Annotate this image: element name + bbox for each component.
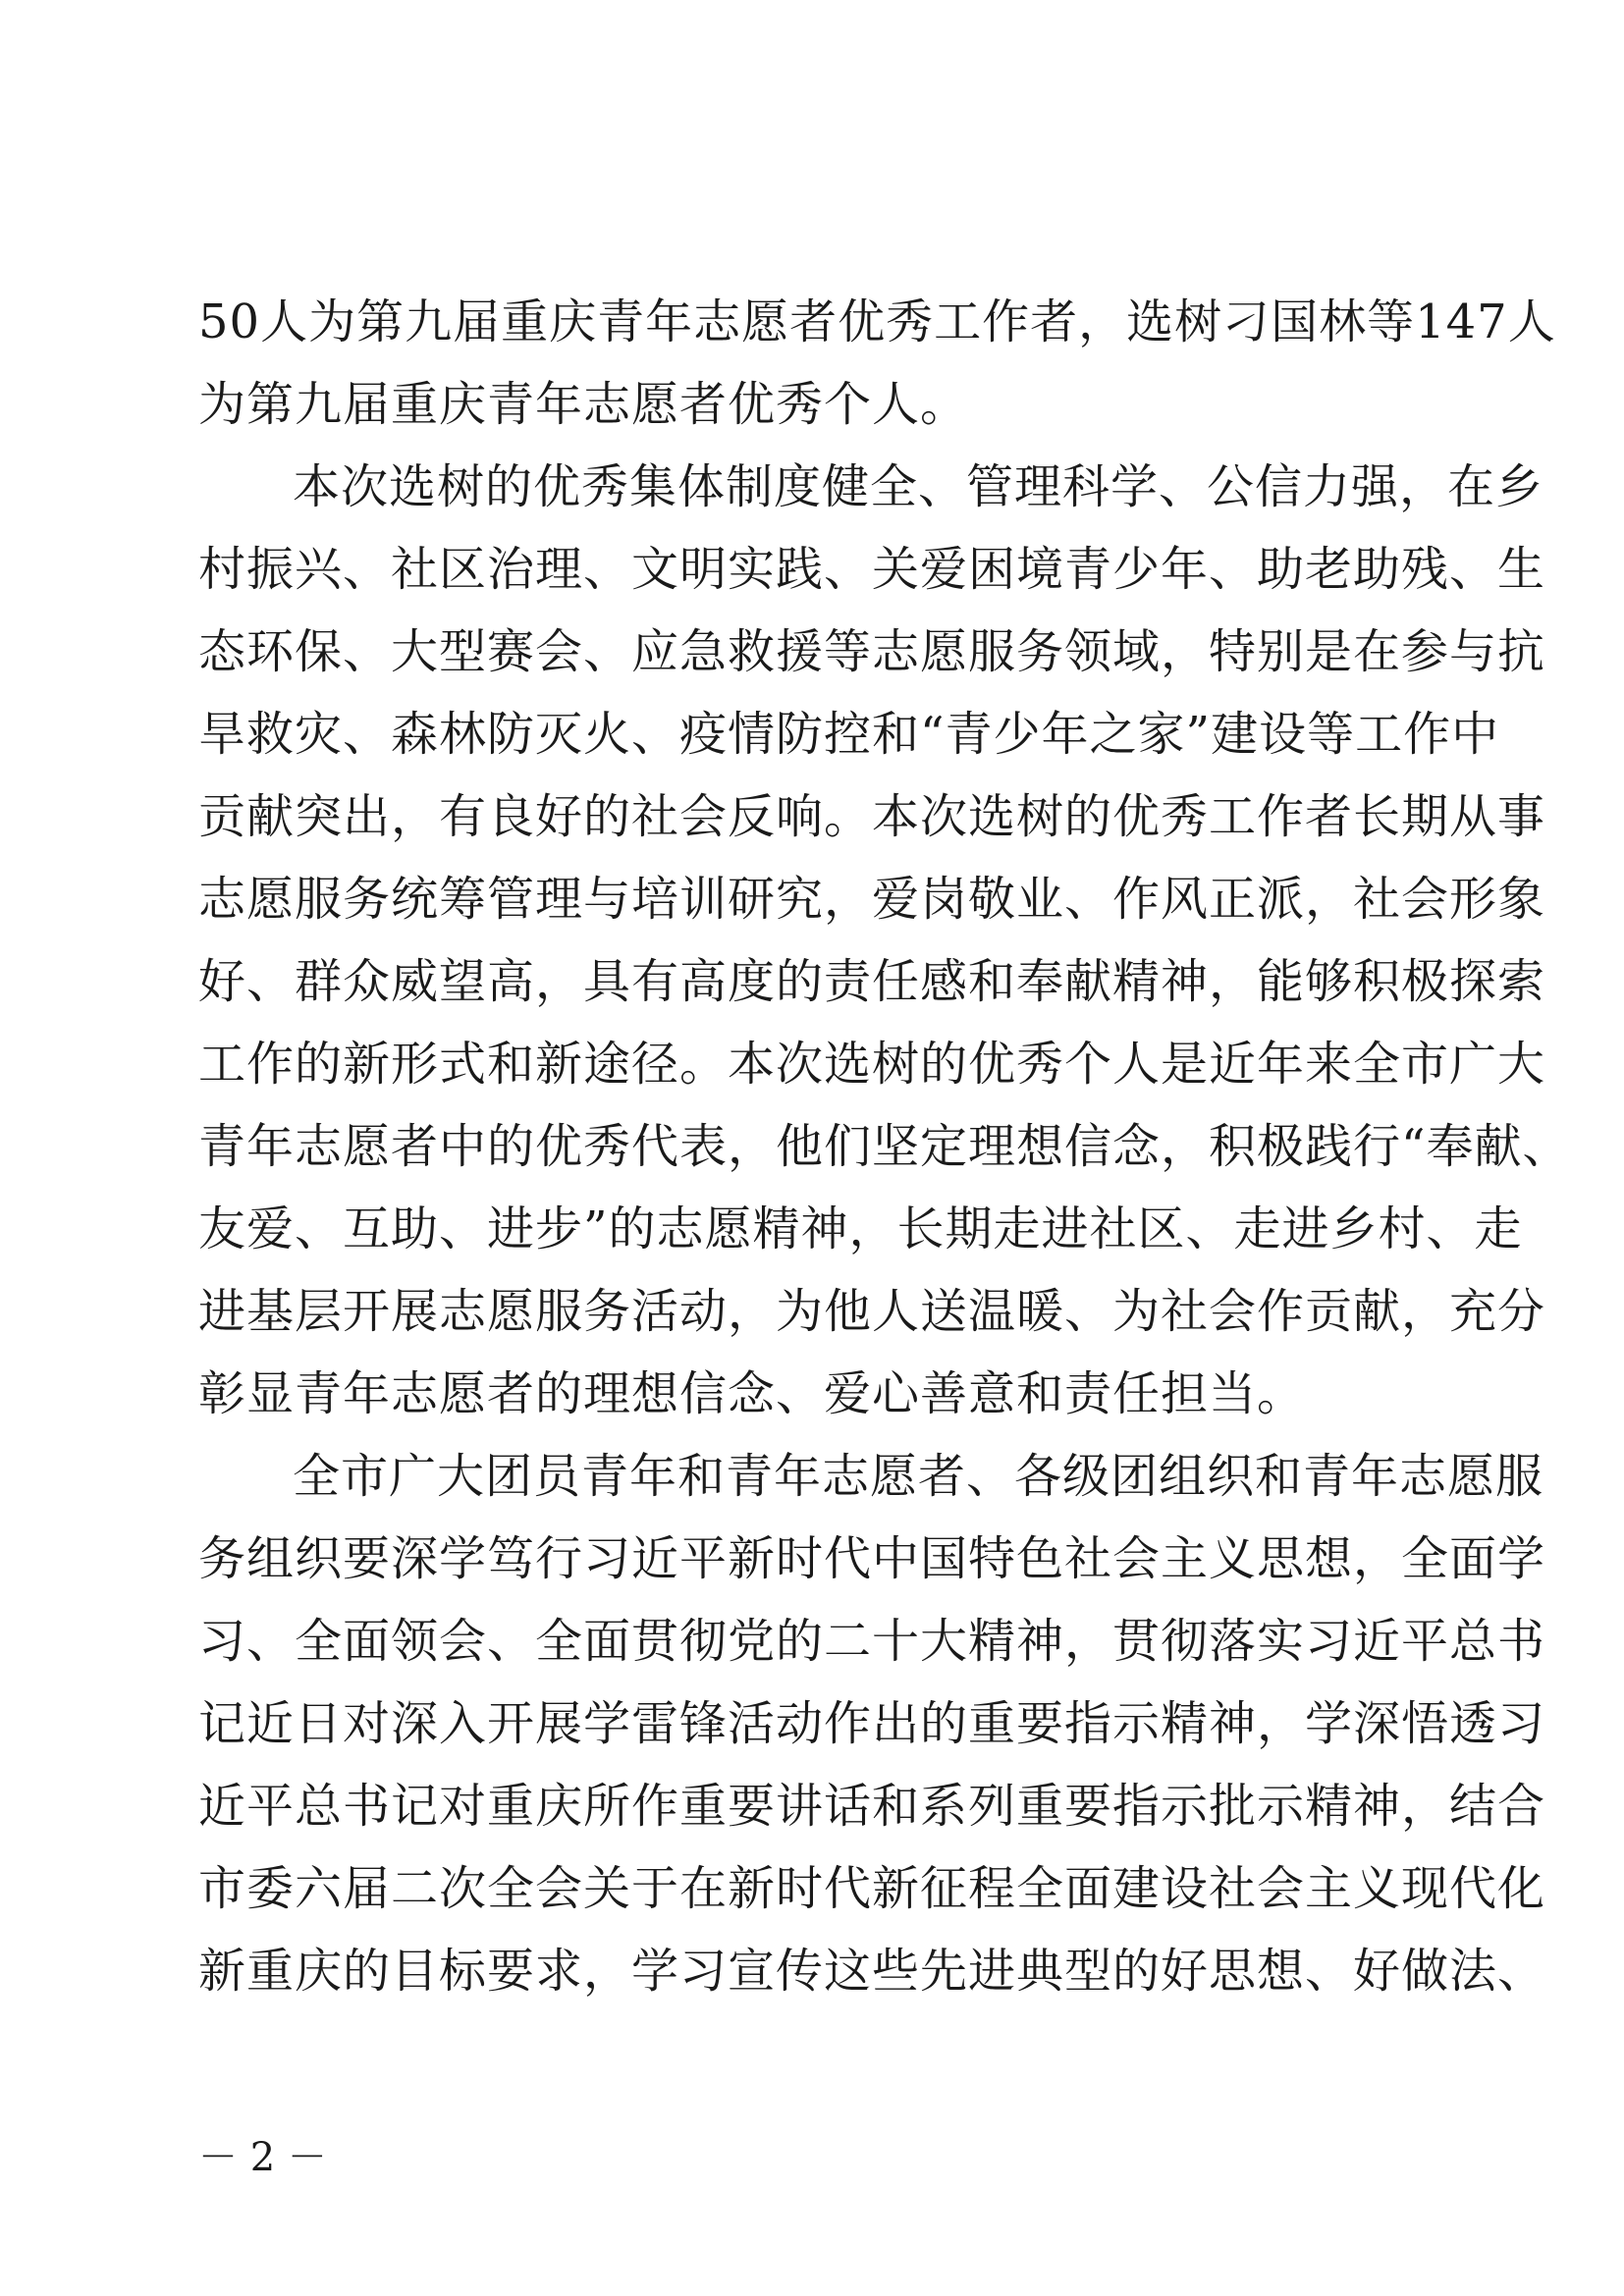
paragraph-2-line-3: 态环保、大型赛会、应急救援等志愿服务领域，特别是在参与抗 (198, 624, 1546, 679)
paragraph-2-line-8: 工作的新形式和新途径。本次选树的优秀个人是近年来全市广大 (198, 1037, 1546, 1092)
paragraph-3-line-4: 记近日对深入开展学雷锋活动作出的重要指示精神，学深悟透习 (198, 1696, 1546, 1751)
paragraph-3-line-2: 务组织要深学笃行习近平新时代中国特色社会主义思想，全面学 (198, 1531, 1546, 1586)
paragraph-2-line-7: 好、群众威望高，具有高度的责任感和奉献精神，能够积极探索 (198, 954, 1546, 1009)
paragraph-2-line-12: 彰显青年志愿者的理想信念、爱心善意和责任担当。 (198, 1366, 1306, 1421)
paragraph-2-line-6: 志愿服务统筹管理与培训研究，爱岗敬业、作风正派，社会形象 (198, 872, 1546, 927)
paragraph-3-line-7: 新重庆的目标要求，学习宣传这些先进典型的好思想、好做法、 (198, 1944, 1546, 1999)
paragraph-1-line-2: 为第九届重庆青年志愿者优秀个人。 (198, 377, 969, 432)
paragraph-3-line-3: 习、全面领会、全面贯彻党的二十大精神，贯彻落实习近平总书 (198, 1614, 1546, 1669)
paragraph-2-line-5: 贡献突出，有良好的社会反响。本次选树的优秀工作者长期从事 (198, 789, 1546, 844)
paragraph-2-line-1: 本次选树的优秀集体制度健全、管理科学、公信力强，在乡 (293, 459, 1544, 514)
page-number: － 2 － (198, 2135, 327, 2180)
paragraph-2-line-2: 村振兴、社区治理、文明实践、关爱困境青少年、助老助残、生 (198, 542, 1546, 597)
paragraph-2-line-11: 进基层开展志愿服务活动，为他人送温暖、为社会作贡献，充分 (198, 1284, 1546, 1339)
paragraph-1-line-1: 50人为第九届重庆青年志愿者优秀工作者，选树刁国林等147人 (198, 294, 1556, 349)
paragraph-3-line-6: 市委六届二次全会关于在新时代新征程全面建设社会主义现代化 (198, 1861, 1546, 1916)
paragraph-3-line-5: 近平总书记对重庆所作重要讲话和系列重要指示批示精神，结合 (198, 1779, 1546, 1834)
paragraph-2-line-10: 友爱、互助、进步”的志愿精神，长期走进社区、走进乡村、走 (198, 1201, 1523, 1256)
paragraph-3-line-1: 全市广大团员青年和青年志愿者、各级团组织和青年志愿服 (293, 1449, 1544, 1504)
paragraph-2-line-9: 青年志愿者中的优秀代表，他们坚定理想信念，积极践行“奉献、 (198, 1119, 1571, 1174)
paragraph-2-line-4: 旱救灾、森林防灭火、疫情防控和“青少年之家”建设等工作中 (198, 707, 1500, 762)
